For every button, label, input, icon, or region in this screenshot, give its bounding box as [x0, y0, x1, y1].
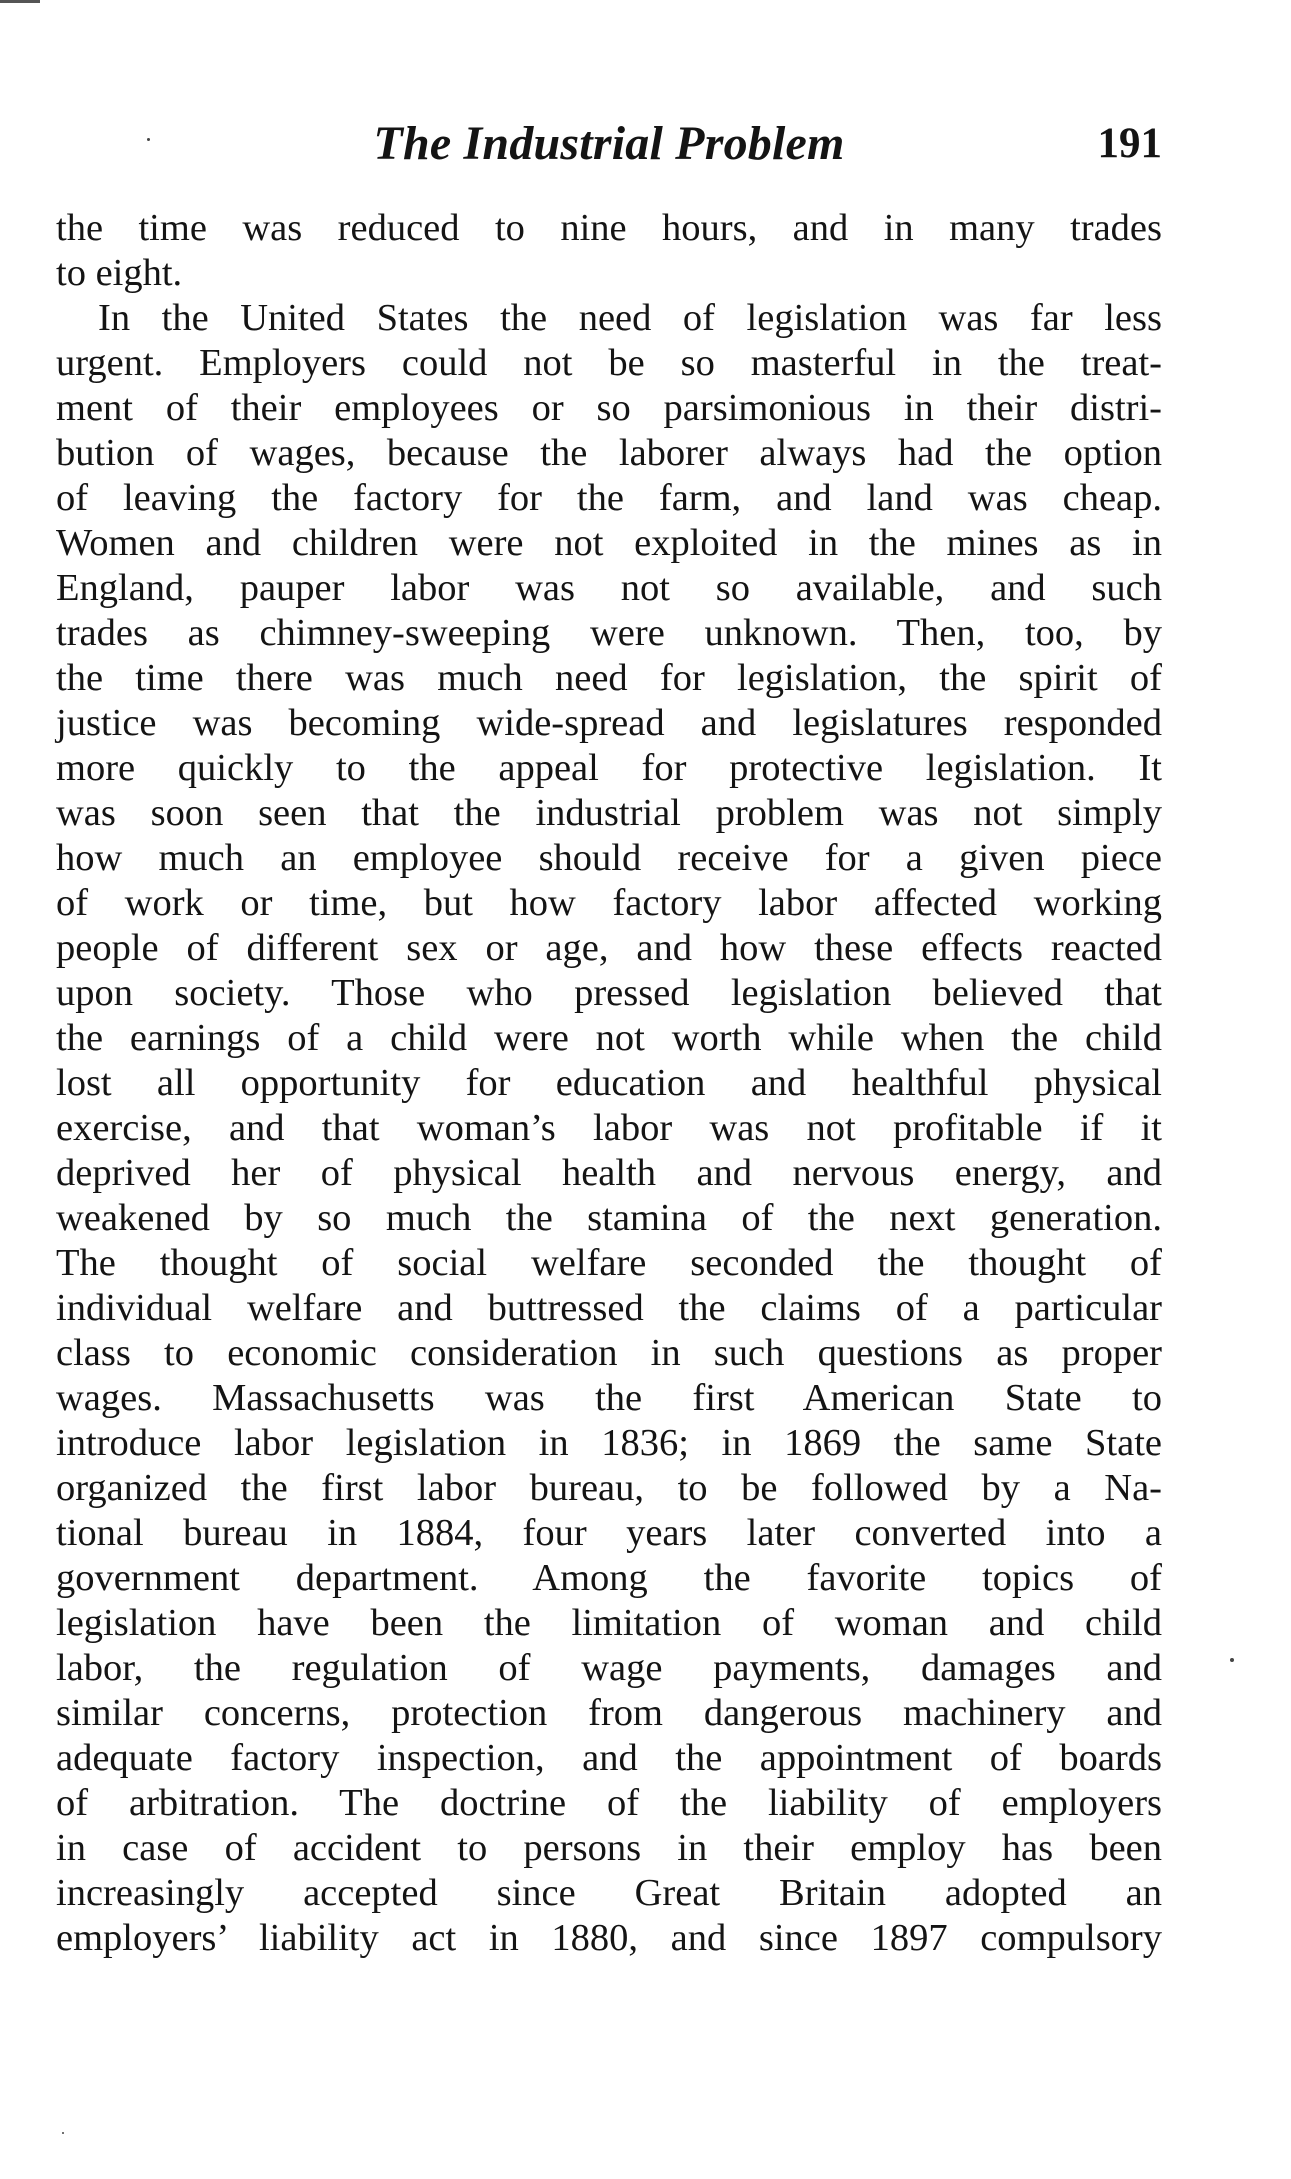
- body-text: [56, 206, 1162, 1961]
- text-line: in case of accident to persons in their employ has been: [56, 1827, 1162, 1869]
- text-line: legislation have been the limitation of woman and child: [56, 1602, 1162, 1644]
- text-line: weakened by so much the stamina of the next generation.: [56, 1197, 1162, 1239]
- text-line: bution of wages, because the laborer always had the option: [56, 432, 1162, 474]
- text-line: tional bureau in 1884, four years later converted into a: [56, 1512, 1162, 1554]
- text-line: In the United States the need of legislation was far less: [98, 297, 1162, 339]
- page-header: [56, 112, 1162, 176]
- text-line: organized the first labor bureau, to be followed by a Na-: [56, 1467, 1162, 1509]
- text-line: trades as chimney-sweeping were unknown. Then, too, by: [56, 612, 1162, 654]
- text-line: upon society. Those who pressed legislation believed that: [56, 972, 1162, 1014]
- text-line: of work or time, but how factory labor affected working: [56, 882, 1162, 924]
- text-line: similar concerns, protection from dangerous machinery and: [56, 1692, 1162, 1734]
- text-line: deprived her of physical health and nervous energy, and: [56, 1152, 1162, 1194]
- text-line: individual welfare and buttressed the claims of a particular: [56, 1287, 1162, 1329]
- text-line: the earnings of a child were not worth while when the child: [56, 1017, 1162, 1059]
- text-line: to eight.: [56, 252, 183, 294]
- text-line: of leaving the factory for the farm, and land was cheap.: [56, 477, 1162, 519]
- running-title: The Industrial Problem: [373, 117, 845, 170]
- text-line: how much an employee should receive for a given piece: [56, 837, 1162, 879]
- text-line: ment of their employees or so parsimonious in their distri-: [56, 387, 1162, 429]
- text-line: adequate factory inspection, and the appointment of boards: [56, 1737, 1162, 1779]
- text-line: people of different sex or age, and how these effects reacted: [56, 927, 1162, 969]
- scan-edge-mark: [0, 0, 40, 3]
- text-line: the time was reduced to nine hours, and in many trades: [56, 207, 1162, 249]
- text-line: of arbitration. The doctrine of the liability of employers: [56, 1782, 1162, 1824]
- text-line: urgent. Employers could not be so masterful in the treat-: [56, 342, 1162, 384]
- text-line: England, pauper labor was not so available, and such: [56, 567, 1162, 609]
- text-line: the time there was much need for legislation, the spirit of: [56, 657, 1162, 699]
- scan-speck: [62, 2132, 64, 2134]
- text-line: introduce labor legislation in 1836; in 1869 the same State: [56, 1422, 1162, 1464]
- text-line: class to economic consideration in such questions as proper: [56, 1332, 1162, 1374]
- scan-speck: [1230, 1658, 1234, 1662]
- text-line: Women and children were not exploited in the mines as in: [56, 522, 1162, 564]
- text-line: employers’ liability act in 1880, and since 1897 compulsory: [56, 1917, 1162, 1959]
- text-line: labor, the regulation of wage payments, damages and: [56, 1647, 1162, 1689]
- text-line: increasingly accepted since Great Britain adopted an: [56, 1872, 1162, 1914]
- text-line: lost all opportunity for education and healthful physical: [56, 1062, 1162, 1104]
- text-line: more quickly to the appeal for protective legislation. It: [56, 747, 1162, 789]
- text-line: exercise, and that woman’s labor was not profitable if it: [56, 1107, 1162, 1149]
- text-line: was soon seen that the industrial problem was not simply: [56, 792, 1162, 834]
- text-line: justice was becoming wide-spread and legislatures responded: [56, 702, 1162, 744]
- page-number: 191: [1097, 120, 1162, 167]
- text-line: wages. Massachusetts was the first American State to: [56, 1377, 1162, 1419]
- text-line: government department. Among the favorite topics of: [56, 1557, 1162, 1599]
- text-line: The thought of social welfare seconded the thought of: [56, 1242, 1162, 1284]
